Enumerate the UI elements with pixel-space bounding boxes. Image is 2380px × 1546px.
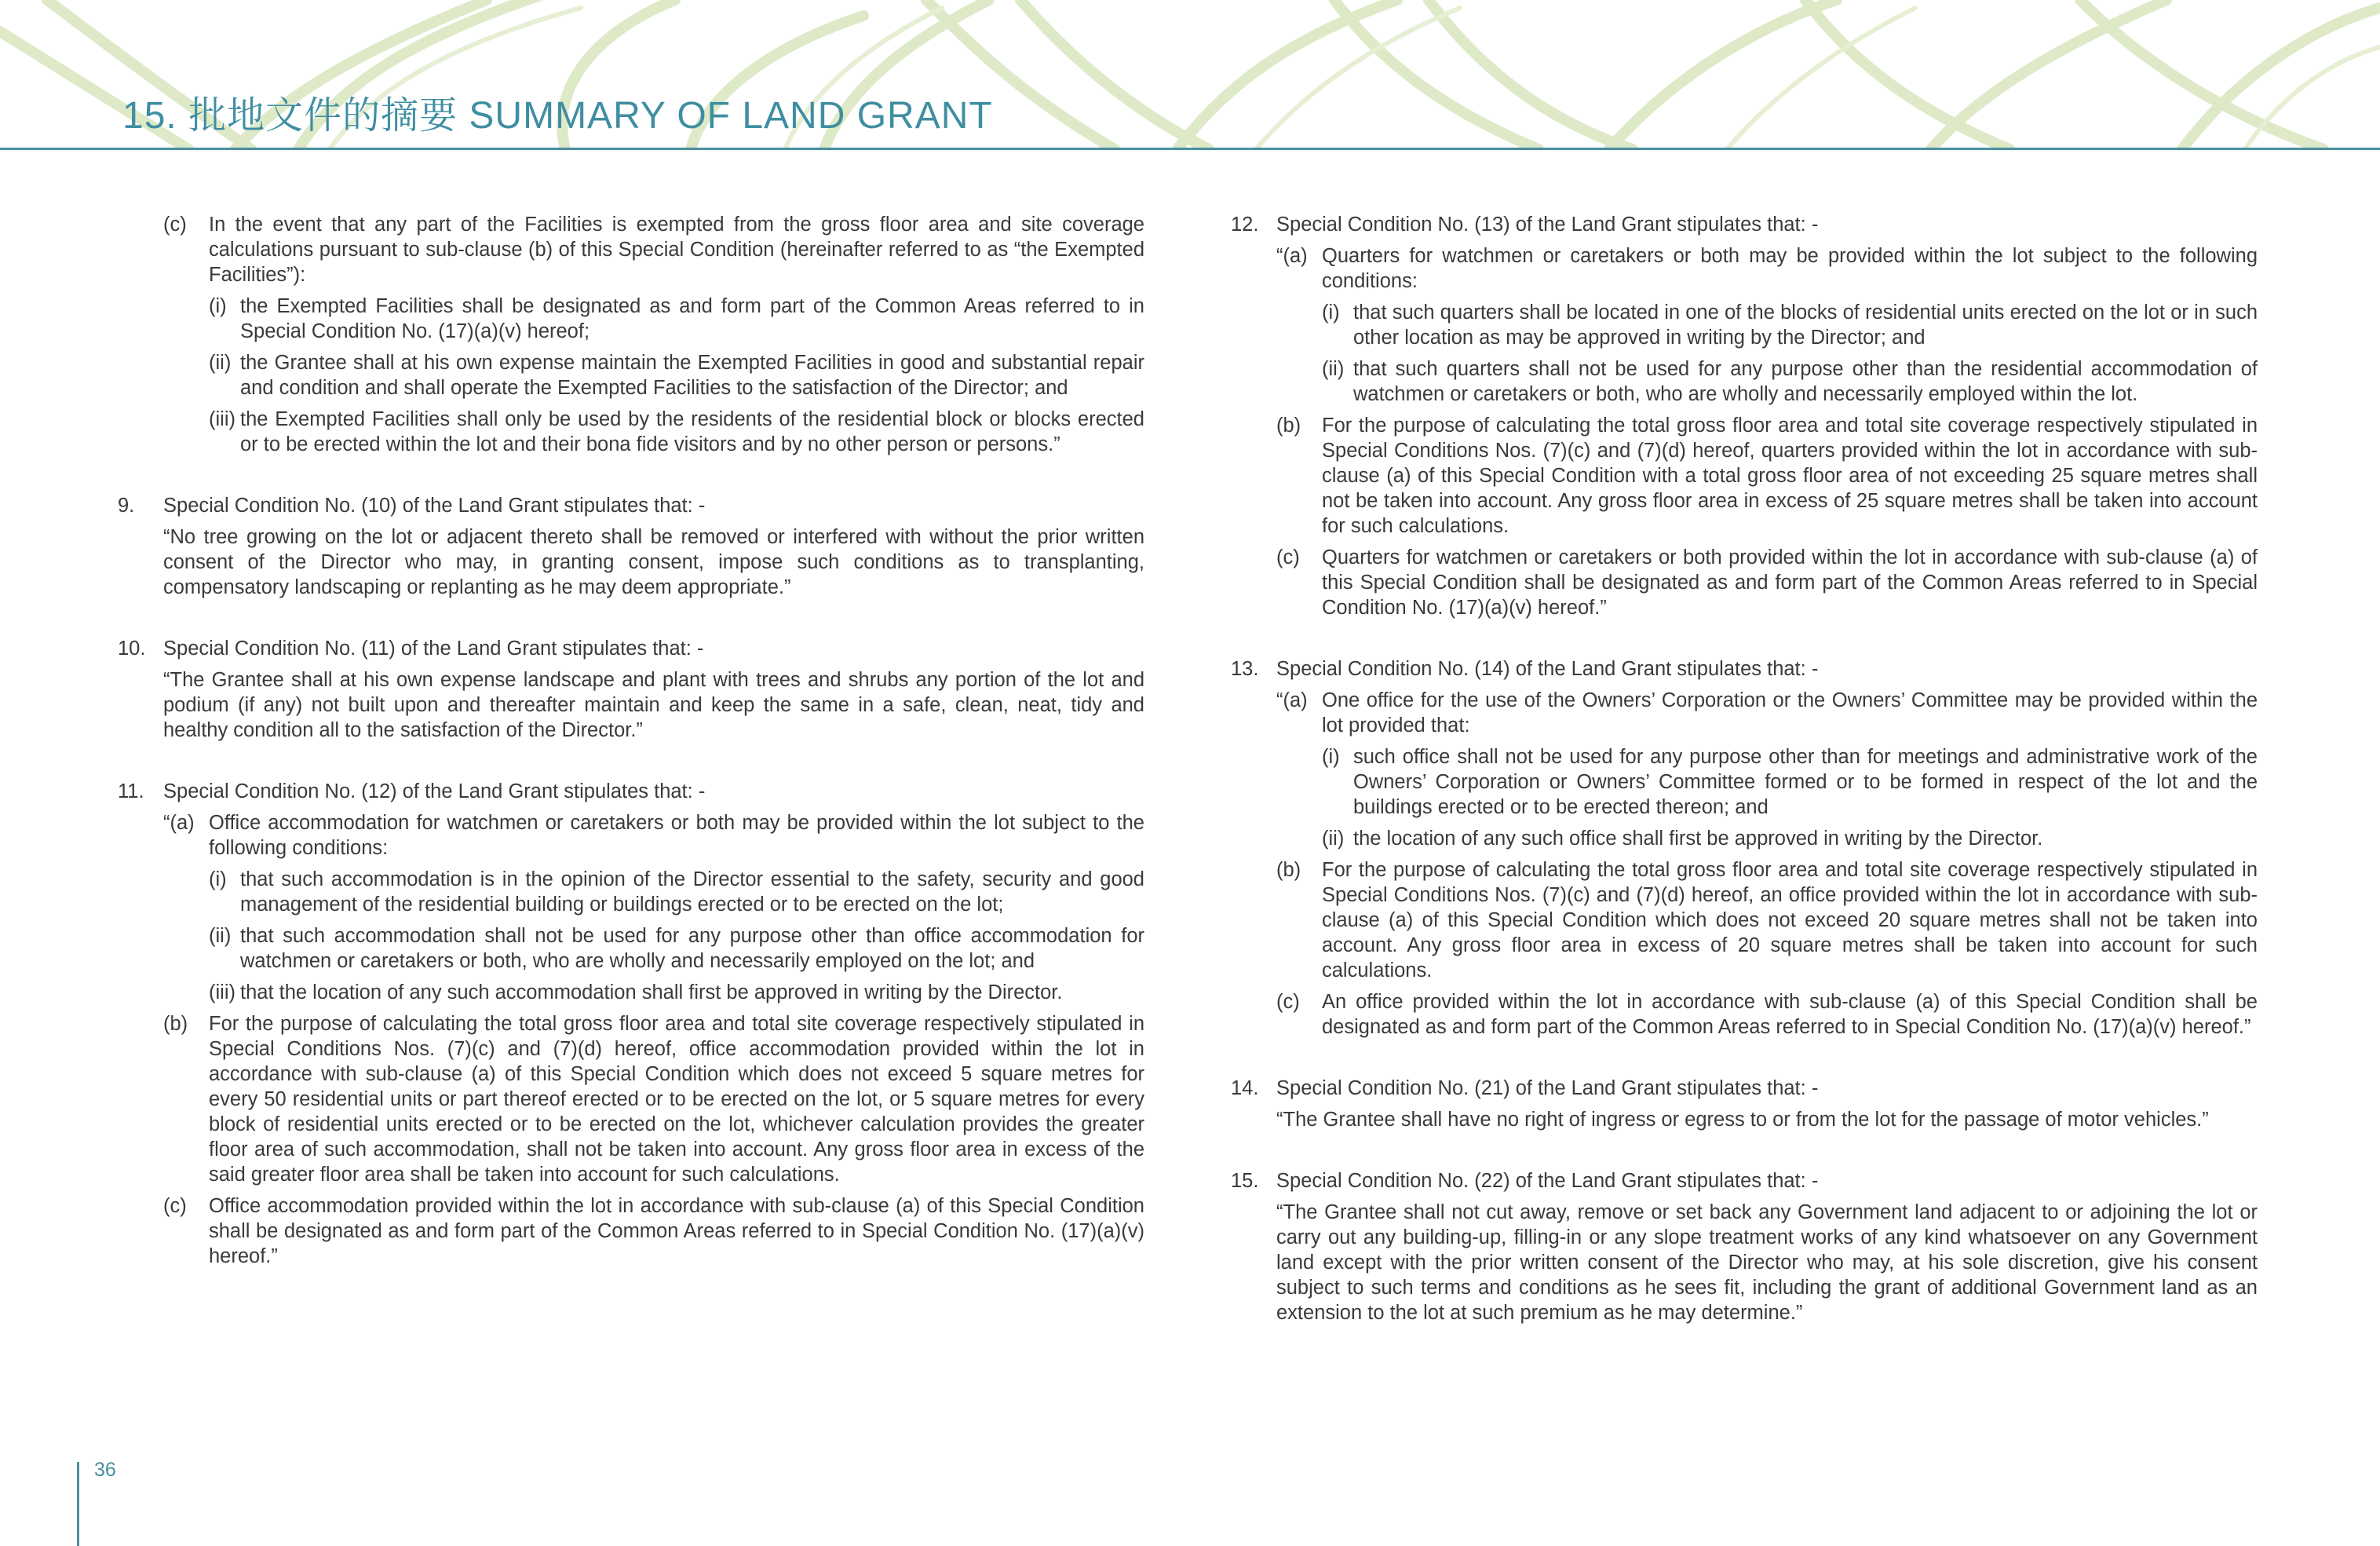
section-number: 10.	[118, 638, 146, 660]
item-label: (ii)	[1322, 828, 1345, 850]
item-text: the Exempted Facilities shall be designated as and form part of the Common Areas referred to in Special Condition No. (17)(a)(v) hereof;	[240, 295, 1144, 342]
clause-text: Quarters for watchmen or caretakers or both may be provided within the lot subject to the following conditions:	[1322, 245, 2258, 292]
section-number: 14.	[1231, 1077, 1259, 1099]
clause-text: For the purpose of calculating the total gross floor area and total site coverage respectively stipulated in Special Conditions Nos. (7)(c) and (7)(d) hereof, office accommodation provided within the lot in accordance with sub-clause (a) of this Special Condition which does not exceed 5 square metres for every 50 residential units or part thereof erected or to be erected on the lot, or 5 square metres for every block of residential units erected or to be erected on the lot, whichever calculation provides the greater floor area of such accommodation, shall not be taken into account. Any gross floor area in excess of the said greater floor area shall be taken into account for such calculations.	[209, 1013, 1144, 1186]
clause-label: (b)	[163, 1013, 188, 1035]
section-heading: Special Condition No. (22) of the Land Grant stipulates that: -	[1276, 1170, 1819, 1192]
section-heading: Special Condition No. (11) of the Land Grant stipulates that: -	[163, 638, 704, 660]
section-9	[118, 493, 1144, 600]
list-item	[209, 980, 1144, 1005]
section-heading: Special Condition No. (12) of the Land Grant stipulates that: -	[163, 780, 706, 802]
section-body: “The Grantee shall have no right of ingress or egress to or from the lot for the passage of motor vehicles.”	[1276, 1109, 2209, 1131]
section-15	[1231, 1168, 2258, 1325]
clause-b	[1276, 413, 2258, 539]
clause-c	[1276, 989, 2258, 1040]
section-number: 12.	[1231, 214, 1259, 236]
clause-b	[163, 1011, 1144, 1187]
right-column	[1231, 212, 2258, 1325]
item-text: that such quarters shall not be used for any purpose other than the residential accommodation of watchmen or caretakers or both, who are wholly and necessarily employed within the lot.	[1353, 358, 2258, 405]
clause-label: (b)	[1276, 415, 1301, 437]
item-label: (i)	[209, 868, 227, 890]
footer-side-rule	[77, 1462, 79, 1546]
item-text: that such quarters shall be located in one of the blocks of residential units erected on the lot or in such other location as may be approved in writing by the Director; and	[1353, 302, 2258, 349]
clause-text: One office for the use of the Owners’ Corporation or the Owners’ Committee may be provided within the lot provided that:	[1322, 689, 2258, 736]
item-label: (iii)	[209, 981, 235, 1003]
clause-c	[1276, 545, 2258, 620]
list-item	[209, 867, 1144, 917]
clause-label: (c)	[1276, 546, 1300, 568]
item-text: that the location of any such accommodation shall first be approved in writing by the Director.	[240, 981, 1063, 1003]
item-label: (i)	[1322, 302, 1340, 323]
section-10	[118, 636, 1144, 743]
list-item	[1322, 744, 2258, 820]
section-number: 15.	[1231, 1170, 1259, 1192]
section-heading: Special Condition No. (10) of the Land Grant stipulates that: -	[163, 495, 706, 517]
section-body: “No tree growing on the lot or adjacent thereto shall be removed or interfered with without the prior written consent of the Director who may, in granting consent, impose such conditions as to transplanting, compensatory landscaping or replanting as he may deem appropriate.”	[163, 526, 1144, 598]
header-divider	[0, 148, 2380, 150]
item-text: the Grantee shall at his own expense maintain the Exempted Facilities in good and substantial repair and condition and shall operate the Exempted Facilities to the satisfaction of the Director; and	[240, 352, 1144, 399]
item-label: (iii)	[209, 408, 235, 430]
item-text: such office shall not be used for any purpose other than for meetings and administrative work of the Owners’ Corporation or Owners’ Committee formed or to be formed in respect of the lot and the buildings erected or to be erected thereon; and	[1353, 746, 2258, 818]
clause-text: In the event that any part of the Facilities is exempted from the gross floor area and site coverage calculations pursuant to sub-clause (b) of this Special Condition (hereinafter referred to as “the Exempted Facilities”):	[209, 214, 1144, 286]
section-heading: Special Condition No. (14) of the Land Grant stipulates that: -	[1276, 658, 1819, 680]
page-number: 36	[94, 1459, 116, 1481]
item-label: (ii)	[209, 352, 232, 374]
section-heading: Special Condition No. (13) of the Land Grant stipulates that: -	[1276, 214, 1819, 236]
section-11	[118, 779, 1144, 1269]
list-item	[209, 350, 1144, 400]
clause-label: “(a)	[163, 812, 195, 834]
clause-text: An office provided within the lot in accordance with sub-clause (a) of this Special Condition shall be designated as and form part of the Common Areas referred to in Special Condition No. (17)(a)(v) hereof.”	[1322, 991, 2258, 1038]
section-14	[1231, 1076, 2258, 1132]
section-13	[1231, 656, 2258, 1040]
clause-c-exempted-facilities	[163, 212, 1144, 287]
item-text: that such accommodation is in the opinion of the Director essential to the safety, security and good management of the residential building or buildings erected or to be erected on the lot;	[240, 868, 1144, 916]
clause-text: Office accommodation provided within the lot in accordance with sub-clause (a) of this Special Condition shall be designated as and form part of the Common Areas referred to in Special Condition No. (17)(a)(v) hereof.”	[209, 1195, 1144, 1267]
section-number: 11.	[118, 780, 144, 802]
page-title: 15. 批地文件的摘要 SUMMARY OF LAND GRANT	[122, 95, 993, 137]
list-item	[209, 923, 1144, 974]
clause-a	[1276, 688, 2258, 738]
clause-label: (c)	[1276, 991, 1300, 1013]
section-12	[1231, 212, 2258, 620]
section-body: “The Grantee shall not cut away, remove or set back any Government land adjacent to or adjoining the lot or carry out any building-up, filling-in or any slope treatment works of any kind whatsoever on any Government land except with the prior written consent of the Director who may, at his sole discretion, give his consent subject to such terms and conditions as he sees fit, including the grant of additional Government land as an extension to the lot at such premium as he may determine.”	[1276, 1201, 2258, 1324]
clause-a	[1276, 243, 2258, 294]
clause-b	[1276, 857, 2258, 983]
clause-label: (c)	[163, 214, 187, 236]
list-item	[1322, 826, 2258, 851]
clause-label: “(a)	[1276, 689, 1308, 711]
clause-text: Quarters for watchmen or caretakers or both provided within the lot in accordance with sub-clause (a) of this Special Condition shall be designated as and form part of the Common Areas referred to in Special Condition No. (17)(a)(v) hereof.”	[1322, 546, 2258, 619]
item-label: (i)	[209, 295, 227, 317]
list-item	[209, 407, 1144, 457]
section-heading: Special Condition No. (21) of the Land Grant stipulates that: -	[1276, 1077, 1819, 1099]
item-label: (ii)	[209, 925, 232, 947]
clause-c	[163, 1193, 1144, 1269]
left-column	[118, 212, 1144, 1275]
item-text: that such accommodation shall not be used for any purpose other than office accommodation for watchmen or caretakers or both, who are wholly and necessarily employed on the lot; and	[240, 925, 1144, 972]
item-label: (ii)	[1322, 358, 1345, 380]
list-item	[1322, 356, 2258, 407]
clause-text: Office accommodation for watchmen or caretakers or both may be provided within the lot subject to the following conditions:	[209, 812, 1144, 859]
clause-label: (b)	[1276, 859, 1301, 881]
section-body: “The Grantee shall at his own expense landscape and plant with trees and shrubs any portion of the lot and podium (if any) not built upon and thereafter maintain and keep the same in a safe, clean, neat, tidy and healthy condition all to the satisfaction of the Director.”	[163, 669, 1144, 741]
list-item	[209, 294, 1144, 344]
item-text: the location of any such office shall first be approved in writing by the Director.	[1353, 828, 2043, 850]
clause-text: For the purpose of calculating the total gross floor area and total site coverage respectively stipulated in Special Conditions Nos. (7)(c) and (7)(d) hereof, an office provided within the lot in accordance with sub-clause (a) of this Special Condition which does not exceed 20 square metres shall not be taken into account. Any gross floor area in excess of 20 square metres shall be taken into account for such calculations.	[1322, 859, 2258, 981]
clause-label: (c)	[163, 1195, 187, 1217]
section-number: 13.	[1231, 658, 1259, 680]
list-item	[1322, 300, 2258, 350]
item-text: the Exempted Facilities shall only be used by the residents of the residential block or blocks erected or to be erected within the lot and their bona fide visitors and by no other person or persons.”	[240, 408, 1144, 455]
clause-label: “(a)	[1276, 245, 1308, 267]
clause-a	[163, 810, 1144, 861]
clause-text: For the purpose of calculating the total gross floor area and total site coverage respectively stipulated in Special Conditions Nos. (7)(c) and (7)(d) hereof, quarters provided within the lot in accordance with sub-clause (a) of this Special Condition with a total gross floor area of not exceeding 25 square metres shall not be taken into account. Any gross floor area in excess of 25 square metres shall be taken into account for such calculations.	[1322, 415, 2258, 537]
section-number: 9.	[118, 495, 135, 517]
item-label: (i)	[1322, 746, 1340, 768]
